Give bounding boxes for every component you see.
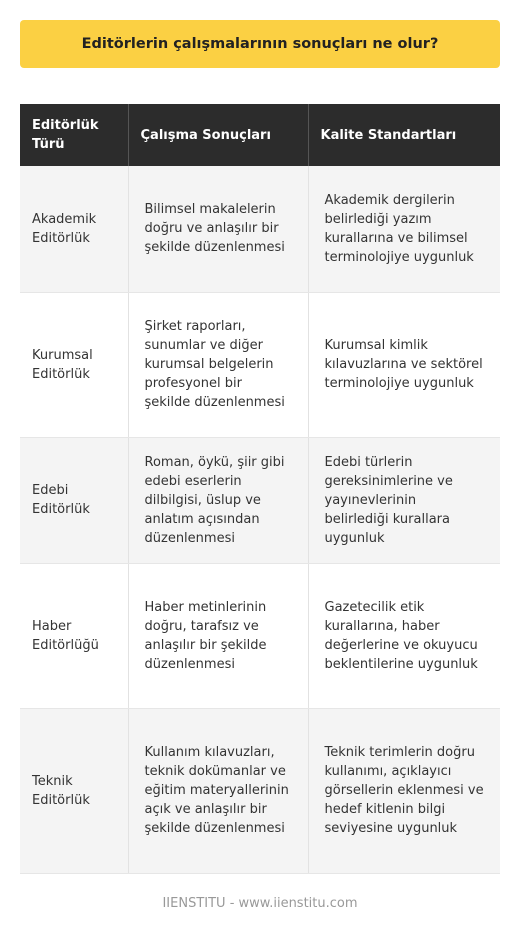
cell-quality-standard: Gazetecilik etik kurallarına, haber değerlerine ve okuyucu beklentilerine uygunluk	[308, 563, 500, 708]
cell-editing-type: Edebi Editörlük	[20, 437, 128, 563]
editing-types-table	[20, 104, 500, 874]
cell-quality-standard: Kurumsal kimlik kılavuzlarına ve sektörel terminolojiye uygunluk	[308, 292, 500, 437]
table-row	[20, 437, 500, 563]
header-work-results: Çalışma Sonuçları	[128, 104, 308, 166]
cell-quality-standard: Edebi türlerin gereksinimlerine ve yayınevlerinin belirlediği kurallara uygunluk	[308, 437, 500, 563]
header-quality-standards: Kalite Standartları	[308, 104, 500, 166]
page-title: Editörlerin çalışmalarının sonuçları ne olur?	[81, 36, 439, 52]
cell-editing-type: Kurumsal Editörlük	[20, 292, 128, 437]
cell-quality-standard: Teknik terimlerin doğru kullanımı, açıklayıcı görsellerin eklenmesi ve hedef kitlenin bilgi seviyesine uygunluk	[308, 708, 500, 873]
cell-work-result: Kullanım kılavuzları, teknik dokümanlar ve eğitim materyallerinin açık ve anlaşılır bir şekilde düzenlenmesi	[128, 708, 308, 873]
cell-quality-standard: Akademik dergilerin belirlediği yazım kurallarına ve bilimsel terminolojiye uygunluk	[308, 166, 500, 292]
cell-editing-type: Haber Editörlüğü	[20, 563, 128, 708]
footer-credit: IIENSTITU - www.iienstitu.com	[162, 896, 358, 911]
cell-work-result: Haber metinlerinin doğru, tarafsız ve anlaşılır bir şekilde düzenlenmesi	[128, 563, 308, 708]
table-row	[20, 166, 500, 292]
cell-editing-type: Akademik Editörlük	[20, 166, 128, 292]
cell-work-result: Roman, öykü, şiir gibi edebi eserlerin dilbilgisi, üslup ve anlatım açısından düzenlenmesi	[128, 437, 308, 563]
table-row	[20, 292, 500, 437]
header-editing-type: Editörlük Türü	[20, 104, 128, 166]
cell-editing-type: Teknik Editörlük	[20, 708, 128, 873]
cell-work-result: Bilimsel makalelerin doğru ve anlaşılır bir şekilde düzenlenmesi	[128, 166, 308, 292]
cell-work-result: Şirket raporları, sunumlar ve diğer kurumsal belgelerin profesyonel bir şekilde düzenlenmesi	[128, 292, 308, 437]
title-banner	[20, 20, 500, 68]
table-row	[20, 563, 500, 708]
table-header-row	[20, 104, 500, 166]
table-row	[20, 708, 500, 873]
